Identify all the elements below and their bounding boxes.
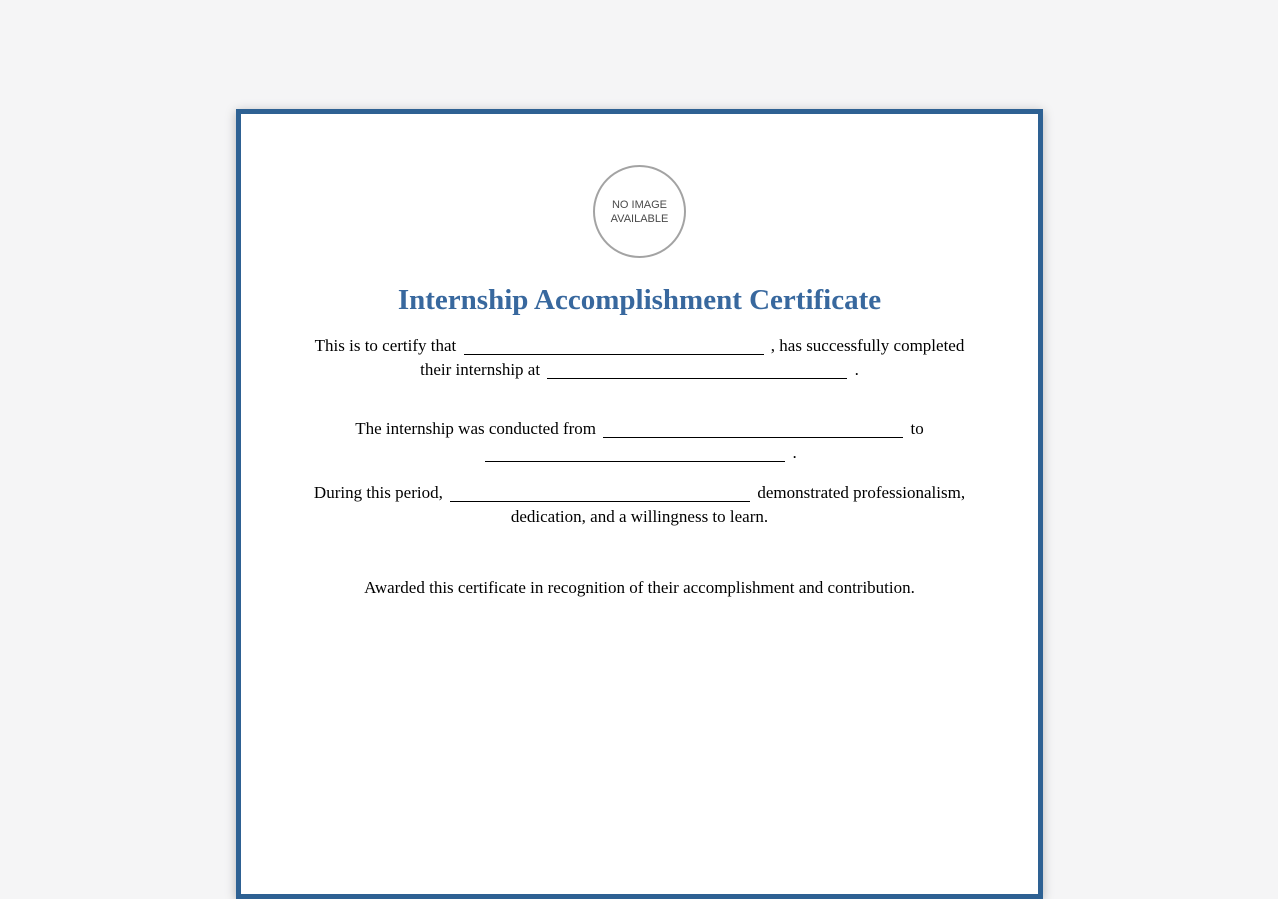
body-text: Awarded this certificate in recognition of their accomplishment and contribution. xyxy=(364,578,915,597)
body-text: demonstrated professionalism, xyxy=(753,483,966,502)
body-text: their internship at xyxy=(420,360,545,379)
certificate-paragraph xyxy=(295,334,985,382)
text-line xyxy=(295,505,985,529)
fill-in-blank-line xyxy=(547,360,847,379)
no-image-text-line1: NO IMAGE xyxy=(611,198,667,211)
no-image-text-line2: AVAILABLE xyxy=(610,212,669,225)
certificate-card xyxy=(236,109,1043,899)
certificate-paragraph xyxy=(295,481,985,529)
body-text: . xyxy=(788,443,797,462)
fill-in-blank-line xyxy=(485,443,785,462)
body-text: to xyxy=(906,419,924,438)
text-line xyxy=(295,441,985,465)
text-line xyxy=(295,481,985,505)
body-text: During this period, xyxy=(313,483,448,502)
text-line xyxy=(295,417,985,441)
body-text: The internship was conducted from xyxy=(355,419,601,438)
body-text: This is to certify that xyxy=(314,336,461,355)
certificate-paragraph xyxy=(295,576,985,600)
fill-in-blank-line xyxy=(464,336,764,355)
certificate-body xyxy=(295,334,985,600)
text-line xyxy=(295,358,985,382)
certificate-title: Internship Accomplishment Certificate xyxy=(397,284,882,316)
body-text: dedication, and a willingness to learn. xyxy=(510,507,769,526)
no-image-placeholder xyxy=(611,198,669,226)
certificate-paragraph xyxy=(295,417,985,465)
fill-in-blank-line xyxy=(603,419,903,438)
text-line xyxy=(295,576,985,600)
body-text: . xyxy=(850,360,859,379)
text-line xyxy=(295,334,985,358)
body-text: , has successfully completed xyxy=(766,336,965,355)
fill-in-blank-line xyxy=(450,483,750,502)
photo-placeholder-circle xyxy=(593,165,686,258)
